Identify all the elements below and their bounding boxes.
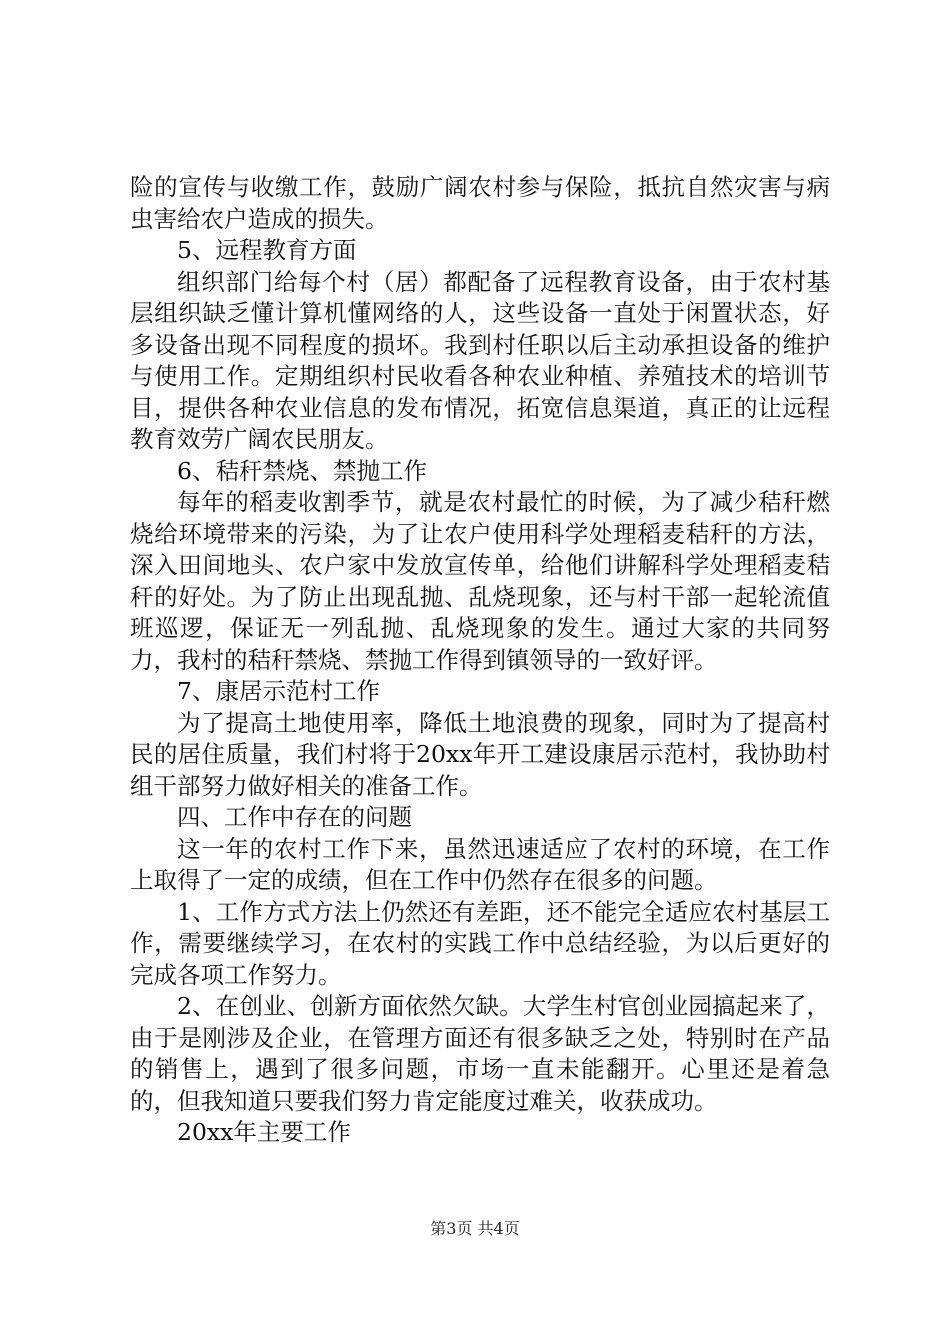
paragraph-4: 为了提高土地使用率，降低土地浪费的现象，同时为了提高村民的居住质量，我们村将于20xx年开工建设康居示范村，我协助村组干部努力做好相关的准备工作。 — [130, 708, 830, 800]
section-heading-straw-burning: 6、秸秆禁烧、禁抛工作 — [177, 456, 427, 485]
paragraph-7: 2、在创业、创新方面依然欠缺。大学生村官创业园搞起来了，由于是刚涉及企业，在管理方面还有很多缺乏之处，特别时在产品的销售上，遇到了很多问题，市场一直未能翻开。心里还是着急的，但我知道只要我们努力肯定能度过难关，收获成功。 — [130, 992, 830, 1115]
section-heading-problems: 四、工作中存在的问题 — [177, 803, 412, 831]
paragraph-6: 1、工作方式方法上仍然还有差距，还不能完全适应农村基层工作，需要继续学习，在农村的实践工作中总结经验，为以后更好的完成各项工作努力。 — [130, 897, 830, 989]
section-heading-remote-education: 5、远程教育方面 — [177, 236, 357, 264]
section-heading-model-village: 7、康居示范村工作 — [177, 677, 380, 705]
paragraph-1: 险的宣传与收缴工作，鼓励广阔农村参与保险，抵抗自然灾害与病虫害给农户造成的损失。 — [130, 173, 830, 233]
paragraph-3: 每年的稻麦收割季节，就是农村最忙的时候，为了减少秸秆燃烧给环境带来的污染，为了让农户使用科学处理稻麦秸秆的方法，深入田间地头、农户家中发放宣传单，给他们讲解科学处理稻麦秸秆的好处。为了防止出现乱抛、乱烧现象，还与村干部一起轮流值班巡逻，保证无一列乱抛、乱烧现象的发生。通过大家的共同努力，我村的秸秆禁烧、禁抛工作得到镇领导的一致好评。 — [130, 488, 830, 674]
page-footer: 第3页 共4页 — [430, 1219, 520, 1238]
section-heading-main-work: 20xx年主要工作 — [177, 1118, 351, 1146]
document-body — [130, 172, 830, 1149]
paragraph-5: 这一年的农村工作下来，虽然迅速适应了农村的环境，在工作上取得了一定的成绩，但在工作中仍然存在很多的问题。 — [130, 834, 830, 894]
paragraph-2: 组织部门给每个村（居）都配备了远程教育设备，由于农村基层组织缺乏懂计算机懂网络的人，这些设备一直处于闲置状态，好多设备出现不同程度的损坏。我到村任职以后主动承担设备的维护与使用工作。定期组织村民收看各种农业种植、养殖技术的培训节目，提供各种农业信息的发布情况，拓宽信息渠道，真正的让远程教育效劳广阔农民朋友。 — [130, 267, 830, 453]
